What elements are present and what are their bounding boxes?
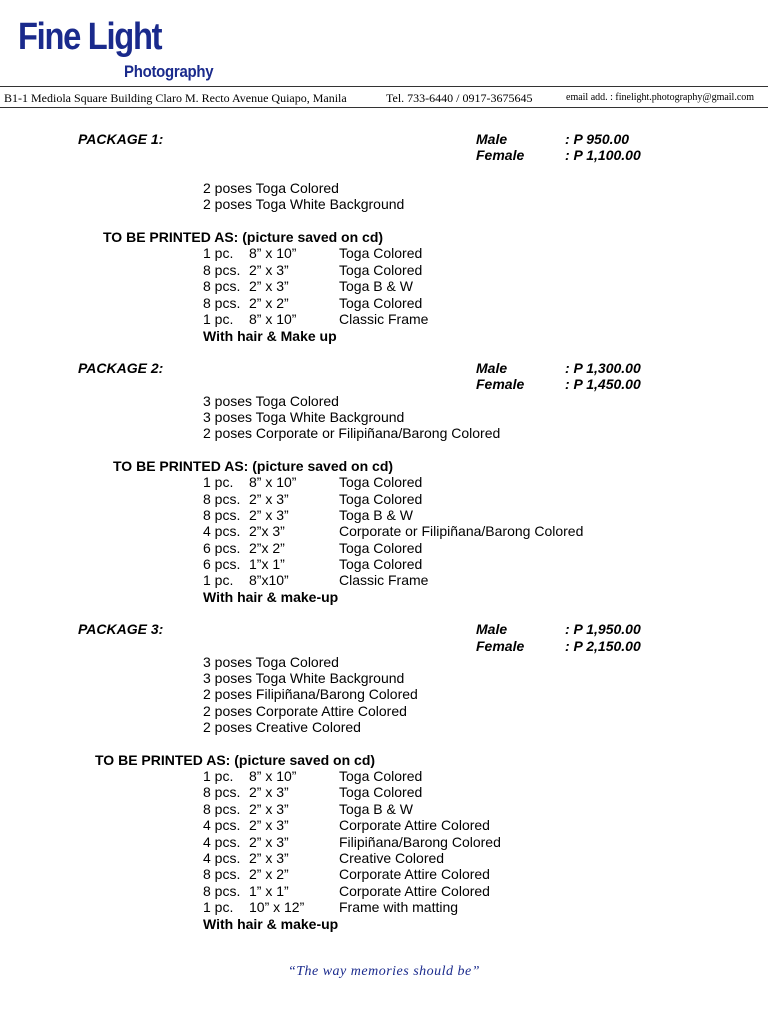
print-size: 2” x 2” — [249, 295, 289, 311]
print-qty: 8 pcs. — [203, 262, 241, 278]
print-qty: 1 pc. — [203, 245, 234, 261]
print-desc: Toga Colored — [339, 245, 423, 261]
price-label-male: Male — [476, 131, 508, 147]
price-value-female: : P 1,100.00 — [565, 147, 641, 163]
print-size: 2” x 3” — [249, 491, 289, 507]
print-qty: 1 pc. — [203, 768, 234, 784]
header-rule-top — [0, 86, 768, 87]
print-desc: Toga Colored — [339, 262, 423, 278]
print-qty: 8 pcs. — [203, 491, 241, 507]
print-qty: 4 pcs. — [203, 817, 241, 833]
print-qty: 4 pcs. — [203, 523, 241, 539]
print-size: 2” x 2” — [249, 866, 289, 882]
price-label-female: Female — [476, 638, 525, 654]
logo-title: Fine Light — [18, 16, 162, 58]
price-value-female: : P 1,450.00 — [565, 376, 641, 392]
print-header: TO BE PRINTED AS: (picture saved on cd) — [95, 752, 376, 768]
print-desc: Toga Colored — [339, 295, 423, 311]
price-value-female: : P 2,150.00 — [565, 638, 641, 654]
print-qty: 8 pcs. — [203, 784, 241, 800]
print-size: 2” x 3” — [249, 801, 289, 817]
pose-line: 2 poses Toga White Background — [203, 196, 405, 212]
print-header: TO BE PRINTED AS: (picture saved on cd) — [103, 229, 384, 245]
print-size: 2” x 3” — [249, 850, 289, 866]
print-qty: 1 pc. — [203, 572, 234, 588]
print-desc: Corporate Attire Colored — [339, 817, 490, 833]
pose-line: 3 poses Toga Colored — [203, 654, 339, 670]
print-size: 1”x 1” — [249, 556, 285, 572]
footer-tagline: “The way memories should be” — [287, 964, 481, 979]
price-label-female: Female — [476, 376, 525, 392]
print-desc: Toga Colored — [339, 768, 423, 784]
print-qty: 1 pc. — [203, 899, 234, 915]
pose-line: 2 poses Toga Colored — [203, 180, 339, 196]
print-qty: 1 pc. — [203, 311, 234, 327]
print-desc: Filipiñana/Barong Colored — [339, 834, 501, 850]
pose-line: 3 poses Toga White Background — [203, 670, 405, 686]
logo-subtitle: Photography — [124, 62, 214, 81]
header-rule-bottom — [0, 107, 768, 108]
print-qty: 1 pc. — [203, 474, 234, 490]
print-size: 2” x 3” — [249, 278, 289, 294]
print-size: 2” x 3” — [249, 834, 289, 850]
print-size: 2”x 3” — [249, 523, 285, 539]
address-text: B1-1 Mediola Square Building Claro M. Recto Avenue Quiapo, Manila — [4, 91, 347, 105]
print-qty: 8 pcs. — [203, 278, 241, 294]
print-desc: Corporate Attire Colored — [339, 866, 490, 882]
package-title: PACKAGE 3: — [78, 621, 164, 637]
print-qty: 8 pcs. — [203, 883, 241, 899]
price-value-male: : P 1,950.00 — [565, 621, 641, 637]
print-qty: 6 pcs. — [203, 556, 241, 572]
print-desc: Toga Colored — [339, 491, 423, 507]
print-desc: Corporate or Filipiñana/Barong Colored — [339, 523, 584, 539]
print-size: 2” x 3” — [249, 817, 289, 833]
print-desc: Classic Frame — [339, 311, 429, 327]
print-desc: Corporate Attire Colored — [339, 883, 490, 899]
print-qty: 6 pcs. — [203, 540, 241, 556]
price-value-male: : P 1,300.00 — [565, 360, 641, 376]
price-label-male: Male — [476, 360, 508, 376]
print-qty: 8 pcs. — [203, 866, 241, 882]
print-size: 8” x 10” — [249, 245, 297, 261]
print-qty: 8 pcs. — [203, 295, 241, 311]
package-extra: With hair & Make up — [203, 328, 337, 344]
print-desc: Classic Frame — [339, 572, 429, 588]
price-label-female: Female — [476, 147, 525, 163]
telephone-text: Tel. 733-6440 / 0917-3675645 — [386, 91, 533, 105]
package-title: PACKAGE 2: — [78, 360, 164, 376]
print-qty: 4 pcs. — [203, 850, 241, 866]
print-header: TO BE PRINTED AS: (picture saved on cd) — [113, 458, 394, 474]
print-desc: Frame with matting — [339, 899, 459, 915]
print-desc: Toga Colored — [339, 784, 423, 800]
price-label-male: Male — [476, 621, 508, 637]
price-value-male: : P 950.00 — [565, 131, 630, 147]
package-title: PACKAGE 1: — [78, 131, 164, 147]
print-size: 10” x 12” — [249, 899, 305, 915]
print-desc: Toga Colored — [339, 556, 423, 572]
package-extra: With hair & make-up — [203, 916, 339, 932]
print-desc: Toga B & W — [339, 801, 413, 817]
print-size: 2” x 3” — [249, 507, 289, 523]
print-size: 1” x 1” — [249, 883, 289, 899]
pose-line: 2 poses Filipiñana/Barong Colored — [203, 686, 418, 702]
print-size: 8”x10” — [249, 572, 289, 588]
print-qty: 8 pcs. — [203, 507, 241, 523]
email-text: email add. : finelight.photography@gmail.com — [566, 92, 755, 103]
pose-line: 2 poses Corporate or Filipiñana/Barong Colored — [203, 425, 501, 441]
print-desc: Toga Colored — [339, 540, 423, 556]
print-size: 2”x 2” — [249, 540, 285, 556]
print-size: 2” x 3” — [249, 262, 289, 278]
print-desc: Toga B & W — [339, 278, 413, 294]
print-size: 8” x 10” — [249, 474, 297, 490]
print-qty: 4 pcs. — [203, 834, 241, 850]
print-desc: Creative Colored — [339, 850, 445, 866]
pose-line: 2 poses Creative Colored — [203, 719, 361, 735]
print-size: 8” x 10” — [249, 768, 297, 784]
print-qty: 8 pcs. — [203, 801, 241, 817]
print-desc: Toga B & W — [339, 507, 413, 523]
print-size: 8” x 10” — [249, 311, 297, 327]
package-extra: With hair & make-up — [203, 589, 339, 605]
pose-line: 3 poses Toga White Background — [203, 409, 405, 425]
print-size: 2” x 3” — [249, 784, 289, 800]
print-desc: Toga Colored — [339, 474, 423, 490]
pose-line: 3 poses Toga Colored — [203, 393, 339, 409]
pose-line: 2 poses Corporate Attire Colored — [203, 703, 407, 719]
